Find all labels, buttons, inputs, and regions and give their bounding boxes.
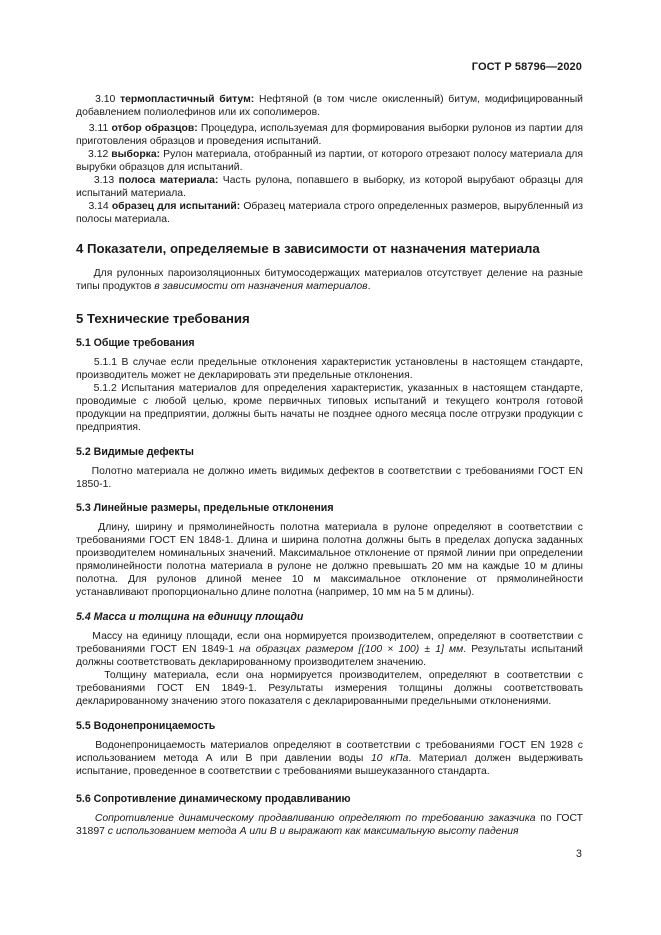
paragraph-5-3: Длину, ширину и прямолинейность полотна материала в рулоне определяют в соответствии с требованиями ГОСТ EN 1848-1. Длина и ширина полотна должны быть в пределах допуска заданных производителем номинальных значений. Максимальное отклонение от прямой линии при определении прямолинейности полотна материала в рулоне не должно превышать 20 мм на каждые 10 м длины полотна. Для рулонов длиной менее 10 м максимальное отклонение от прямолинейности устанавливают пропорционально длине полотна (например, 10 мм на 5 м длины). <box>76 522 583 599</box>
paragraph-5-1-2: 5.1.2 Испытания материалов для определения характеристик, указанных в настоящем стандарте, проводимые с любой целью, кроме первичных типовых испытаний и текущего контроля готовой продукции на предприятии, должны быть начаты не позднее одного месяца после отгрузки продукции с предприятия. <box>76 383 583 434</box>
section-5-heading: 5 Технические требования <box>76 311 250 326</box>
definition-3-14: 3.14 образец для испытаний: Образец материала строго определенных размеров, вырубленный из полосы материала. <box>76 201 583 226</box>
definition-3-13: 3.13 полоса материала: Часть рулона, попавшего в выборку, из которой вырубают образцы для испытаний материала. <box>76 175 583 200</box>
subsection-5-2-heading: 5.2 Видимые дефекты <box>76 446 194 458</box>
section-4-heading: 4 Показатели, определяемые в зависимости от назначения материала <box>76 241 540 256</box>
standard-header: ГОСТ Р 58796—2020 <box>471 61 582 73</box>
paragraph-5-2: Полотно материала не должно иметь видимых дефектов в соответствии с требованиями ГОСТ EN 1850-1. <box>76 466 583 491</box>
definition-3-12: 3.12 выборка: Рулон материала, отобранный из партии, от которого отрезают полосу материала для вырубки образцов для испытаний. <box>76 149 583 174</box>
subsection-5-5-heading: 5.5 Водонепроницаемость <box>76 720 216 732</box>
paragraph-5-4-thickness: Толщину материала, если она нормируется производителем, определяют в соответствии с требованиями ГОСТ EN 1849-1. Результаты измерения толщины должны соответствовать декларированному значению этого показателя с декларированными предельными отклонениями. <box>76 670 583 708</box>
subsection-5-6-heading: 5.6 Сопротивление динамическому продавливанию <box>76 793 351 805</box>
paragraph-5-1-1: 5.1.1 В случае если предельные отклонения характеристик установлены в настоящем стандарте, производитель может не декларировать эти предельные отклонения. <box>76 357 583 382</box>
definition-3-10: 3.10 термопластичный битум: Нефтяной (в том числе окисленный) битум, модифицированный добавлением полиолефинов или их сополимеров. <box>76 94 583 119</box>
subsection-5-3-heading: 5.3 Линейные размеры, предельные отклонения <box>76 502 334 514</box>
subsection-5-1-heading: 5.1 Общие требования <box>76 337 195 349</box>
page-number: 3 <box>576 848 582 860</box>
definition-3-11: 3.11 отбор образцов: Процедура, используемая для формирования выборки рулонов из партии для приготовления образцов и проведения испытаний. <box>76 123 583 148</box>
paragraph-5-4-mass: Массу на единицу площади, если она нормируется производителем, определяют в соответствии с требованиями ГОСТ EN 1849-1 на образцах размером [(100 × 100) ± 1] мм. Результаты испытаний должны соответствовать декларированному производителем значению. <box>76 631 583 669</box>
paragraph-5-5: Водонепроницаемость материалов определяют в соответствии с требованиями ГОСТ EN 1928 с использованием метода А или В при давлении воды 10 кПа. Материал должен выдерживать испытание, проведенное в соответствии с требованиями вышеуказанного стандарта. <box>76 740 583 778</box>
subsection-5-4-heading: 5.4 Масса и толщина на единицу площади <box>76 611 304 623</box>
section-4-paragraph: Для рулонных пароизоляционных битумосодержащих материалов отсутствует деление на разные типы продуктов в зависимости от назначения материалов. <box>76 268 583 293</box>
paragraph-5-6: Сопротивление динамическому продавливанию определяют по требованию заказчика по ГОСТ 31897 с использованием метода А или В и выражают как максимальную высоту падения <box>76 813 583 838</box>
